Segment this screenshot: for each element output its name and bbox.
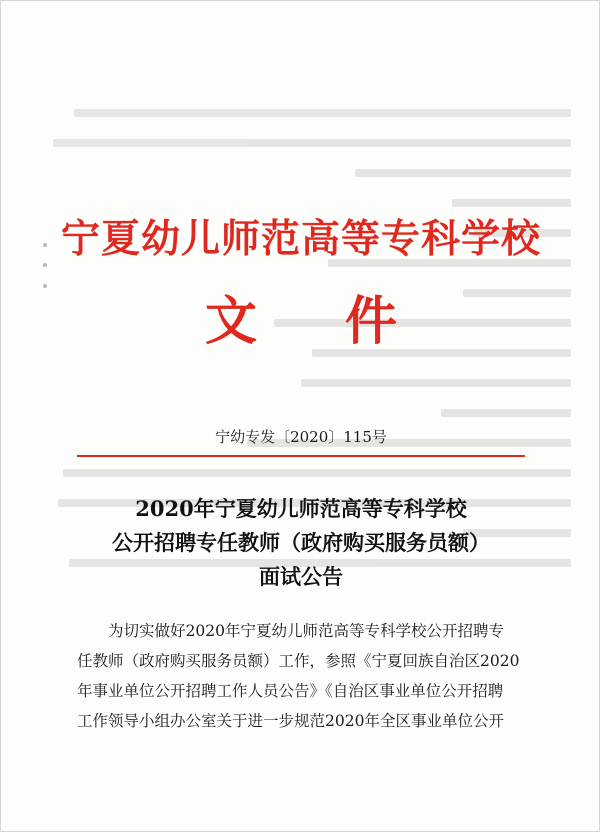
title-line: 公开招聘专任教师（政府购买服务员额） bbox=[112, 530, 490, 555]
title-line: 2020年宁夏幼儿师范高等专科学校 bbox=[135, 496, 467, 521]
body-line: 为切实做好2020年宁夏幼儿师范高等专科学校公开招聘专 bbox=[108, 622, 504, 640]
issuing-institution: 宁夏幼儿师范高等专科学校 bbox=[60, 216, 541, 262]
body-line: 年事业单位公开招聘工作人员公告》《自治区事业单位公开招聘 bbox=[77, 682, 504, 700]
body-line: 任教师（政府购买服务员额）工作，参照《宁夏回族自治区2020 bbox=[77, 652, 520, 670]
body-line: 工作领导小组办公室关于进一步规范2020年全区事业单位公开 bbox=[77, 712, 504, 730]
title-line: 面试公告 bbox=[259, 564, 343, 589]
announcement-title bbox=[1, 492, 600, 594]
document-number: 宁幼专发〔2020〕115号 bbox=[215, 428, 387, 446]
announcement-body bbox=[77, 616, 527, 736]
red-separator-line bbox=[77, 455, 525, 457]
document-label: 文件 bbox=[204, 291, 485, 352]
